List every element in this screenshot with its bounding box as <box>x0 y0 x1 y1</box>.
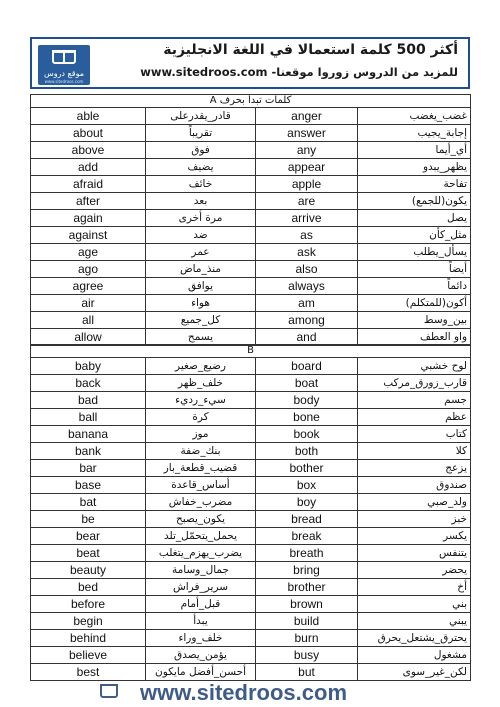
arabic-meaning: يؤمن_يصدق <box>146 647 256 664</box>
arabic-meaning: يحضر <box>358 562 471 579</box>
english-word: afraid <box>31 176 146 193</box>
english-word: box <box>256 477 358 494</box>
arabic-meaning: هواء <box>146 295 256 312</box>
section-a-title: كلمات تبدأ بحرف A <box>31 95 471 108</box>
english-word: be <box>31 511 146 528</box>
arabic-meaning: أخ <box>358 579 471 596</box>
vocab-row <box>31 596 471 613</box>
english-word: believe <box>31 647 146 664</box>
arabic-meaning: غضب_يغضب <box>358 108 471 125</box>
vocab-row <box>31 358 471 375</box>
vocab-row <box>31 528 471 545</box>
vocab-row <box>31 443 471 460</box>
arabic-meaning: تقريباً <box>146 125 256 142</box>
page-title: أكثر 500 كلمة استعمالا في اللغة الانجليزية <box>163 42 458 58</box>
english-word: ball <box>31 409 146 426</box>
english-word: among <box>256 312 358 329</box>
english-word: anger <box>256 108 358 125</box>
english-word: apple <box>256 176 358 193</box>
english-word: best <box>31 664 146 681</box>
english-word: allow <box>31 329 146 346</box>
page-subtitle: للمزيد من الدروس زوروا موقعنا- www.sitedroos.com <box>140 65 458 79</box>
site-logo <box>38 45 90 85</box>
arabic-meaning: مثل_كأن <box>358 227 471 244</box>
arabic-meaning: يحترق_يشتعل_يحرق <box>358 630 471 647</box>
vocab-row <box>31 159 471 176</box>
english-word: air <box>31 295 146 312</box>
english-word: back <box>31 375 146 392</box>
arabic-meaning: يكسر <box>358 528 471 545</box>
english-word: begin <box>31 613 146 630</box>
vocab-row <box>31 227 471 244</box>
document-header <box>30 37 470 89</box>
arabic-meaning: عظم <box>358 409 471 426</box>
english-word: bread <box>256 511 358 528</box>
vocab-row <box>31 562 471 579</box>
arabic-meaning: يسمح <box>146 329 256 346</box>
vocab-row <box>31 244 471 261</box>
arabic-meaning: كل_جميع <box>146 312 256 329</box>
logo-url: www.sitedroos.com <box>44 79 84 84</box>
vocab-row <box>31 579 471 596</box>
english-word: beat <box>31 545 146 562</box>
arabic-meaning: مشغول <box>358 647 471 664</box>
english-word: banana <box>31 426 146 443</box>
english-word: as <box>256 227 358 244</box>
vocab-row <box>31 545 471 562</box>
arabic-meaning: فوق <box>146 142 256 159</box>
arabic-meaning: ولد_صبي <box>358 494 471 511</box>
vocab-row <box>31 278 471 295</box>
arabic-meaning: أي_أيما <box>358 142 471 159</box>
vocab-row <box>31 312 471 329</box>
english-word: bed <box>31 579 146 596</box>
english-word: behind <box>31 630 146 647</box>
english-word: always <box>256 278 358 295</box>
arabic-meaning: جمال_وسامة <box>146 562 256 579</box>
english-word: both <box>256 443 358 460</box>
arabic-meaning: خلف_وراء <box>146 630 256 647</box>
arabic-meaning: خبز <box>358 511 471 528</box>
arabic-meaning: تفاحة <box>358 176 471 193</box>
english-word: ago <box>31 261 146 278</box>
english-word: agree <box>31 278 146 295</box>
english-word: and <box>256 329 358 346</box>
english-word: boy <box>256 494 358 511</box>
arabic-meaning: يضيف <box>146 159 256 176</box>
english-word: bring <box>256 562 358 579</box>
arabic-meaning: بعد <box>146 193 256 210</box>
arabic-meaning: صندوق <box>358 477 471 494</box>
arabic-meaning: يضرب_يهزم_يتغلب <box>146 545 256 562</box>
arabic-meaning: يبدأ <box>146 613 256 630</box>
vocab-row <box>31 613 471 630</box>
english-word: against <box>31 227 146 244</box>
arabic-meaning: يصل <box>358 210 471 227</box>
vocab-row <box>31 426 471 443</box>
english-word: brother <box>256 579 358 596</box>
english-word: add <box>31 159 146 176</box>
english-word: answer <box>256 125 358 142</box>
arabic-meaning: يوافق <box>146 278 256 295</box>
vocab-row <box>31 295 471 312</box>
english-word: about <box>31 125 146 142</box>
arabic-meaning: كلا <box>358 443 471 460</box>
english-word: also <box>256 261 358 278</box>
vocab-row <box>31 329 471 346</box>
arabic-meaning: مضرب_خفاش <box>146 494 256 511</box>
english-word: are <box>256 193 358 210</box>
arabic-meaning: يكون_يصبح <box>146 511 256 528</box>
english-word: am <box>256 295 358 312</box>
arabic-meaning: بني <box>358 596 471 613</box>
english-word: boat <box>256 375 358 392</box>
vocab-row <box>31 176 471 193</box>
vocab-row <box>31 210 471 227</box>
vocab-row <box>31 409 471 426</box>
vocab-row <box>31 108 471 125</box>
vocab-row <box>31 511 471 528</box>
english-word: burn <box>256 630 358 647</box>
arabic-meaning: يتنفس <box>358 545 471 562</box>
english-word: break <box>256 528 358 545</box>
watermark: www.sitedroos.com <box>140 680 348 705</box>
arabic-meaning: يحمل_يتحمّل_تلد <box>146 528 256 545</box>
vocab-row <box>31 375 471 392</box>
arabic-meaning: قارب_زورق_مركب <box>358 375 471 392</box>
vocab-row <box>31 261 471 278</box>
vocab-table-a <box>30 94 471 346</box>
arabic-meaning: يظهر_يبدو <box>358 159 471 176</box>
english-word: baby <box>31 358 146 375</box>
watermark-book-icon <box>100 684 118 698</box>
vocab-row <box>31 460 471 477</box>
arabic-meaning: كرة <box>146 409 256 426</box>
english-word: busy <box>256 647 358 664</box>
arabic-meaning: أكون(للمتكلم) <box>358 295 471 312</box>
arabic-meaning: مرة أخرى <box>146 210 256 227</box>
arabic-meaning: منذ_ماض <box>146 261 256 278</box>
arabic-meaning: واو العطف <box>358 329 471 346</box>
arabic-meaning: عمر <box>146 244 256 261</box>
arabic-meaning: بين_وسط <box>358 312 471 329</box>
arabic-meaning: سرير_فراش <box>146 579 256 596</box>
english-word: build <box>256 613 358 630</box>
arabic-meaning: سيء_رديء <box>146 392 256 409</box>
vocab-row <box>31 125 471 142</box>
english-word: brown <box>256 596 358 613</box>
english-word: able <box>31 108 146 125</box>
english-word: age <box>31 244 146 261</box>
arabic-meaning: جسم <box>358 392 471 409</box>
english-word: before <box>31 596 146 613</box>
vocab-row <box>31 392 471 409</box>
arabic-meaning: خائف <box>146 176 256 193</box>
english-word: above <box>31 142 146 159</box>
arabic-meaning: قادر_يقدرعلى <box>146 108 256 125</box>
arabic-meaning: موز <box>146 426 256 443</box>
arabic-meaning: قبل_أمام <box>146 596 256 613</box>
section-b-title: B <box>31 345 471 358</box>
english-word: bone <box>256 409 358 426</box>
english-word: ask <box>256 244 358 261</box>
arabic-meaning: قضيب_قطعة_بار <box>146 460 256 477</box>
english-word: bat <box>31 494 146 511</box>
arabic-meaning: رضيع_صغير <box>146 358 256 375</box>
arabic-meaning: أساس_قاعدة <box>146 477 256 494</box>
arabic-meaning: أحسن_أفضل مايكون <box>146 664 256 681</box>
arabic-meaning: لوح خشبي <box>358 358 471 375</box>
arabic-meaning: أيضاً <box>358 261 471 278</box>
english-word: board <box>256 358 358 375</box>
arabic-meaning: يسأل_يطلب <box>358 244 471 261</box>
book-icon <box>52 50 76 64</box>
vocab-table-b <box>30 344 471 681</box>
arabic-meaning: لكن_غير_سوى <box>358 664 471 681</box>
english-word: after <box>31 193 146 210</box>
vocab-row <box>31 193 471 210</box>
english-word: bank <box>31 443 146 460</box>
english-word: beauty <box>31 562 146 579</box>
arabic-meaning: يبني <box>358 613 471 630</box>
english-word: bad <box>31 392 146 409</box>
arabic-meaning: بنك_ضفة <box>146 443 256 460</box>
vocab-row <box>31 664 471 681</box>
english-word: base <box>31 477 146 494</box>
arabic-meaning: كتاب <box>358 426 471 443</box>
vocab-row <box>31 494 471 511</box>
vocab-row <box>31 630 471 647</box>
english-word: again <box>31 210 146 227</box>
vocab-row <box>31 647 471 664</box>
english-word: any <box>256 142 358 159</box>
english-word: but <box>256 664 358 681</box>
english-word: book <box>256 426 358 443</box>
arabic-meaning: خلف_ظهر <box>146 375 256 392</box>
english-word: bear <box>31 528 146 545</box>
english-word: body <box>256 392 358 409</box>
vocab-row <box>31 142 471 159</box>
arabic-meaning: يزعج <box>358 460 471 477</box>
english-word: bother <box>256 460 358 477</box>
arabic-meaning: دائماً <box>358 278 471 295</box>
arabic-meaning: ضد <box>146 227 256 244</box>
english-word: arrive <box>256 210 358 227</box>
english-word: appear <box>256 159 358 176</box>
english-word: breath <box>256 545 358 562</box>
arabic-meaning: يكون(للجمع) <box>358 193 471 210</box>
vocab-row <box>31 477 471 494</box>
logo-text: موقع دروس <box>43 69 85 78</box>
english-word: bar <box>31 460 146 477</box>
english-word: all <box>31 312 146 329</box>
arabic-meaning: إجابة_يجيب <box>358 125 471 142</box>
